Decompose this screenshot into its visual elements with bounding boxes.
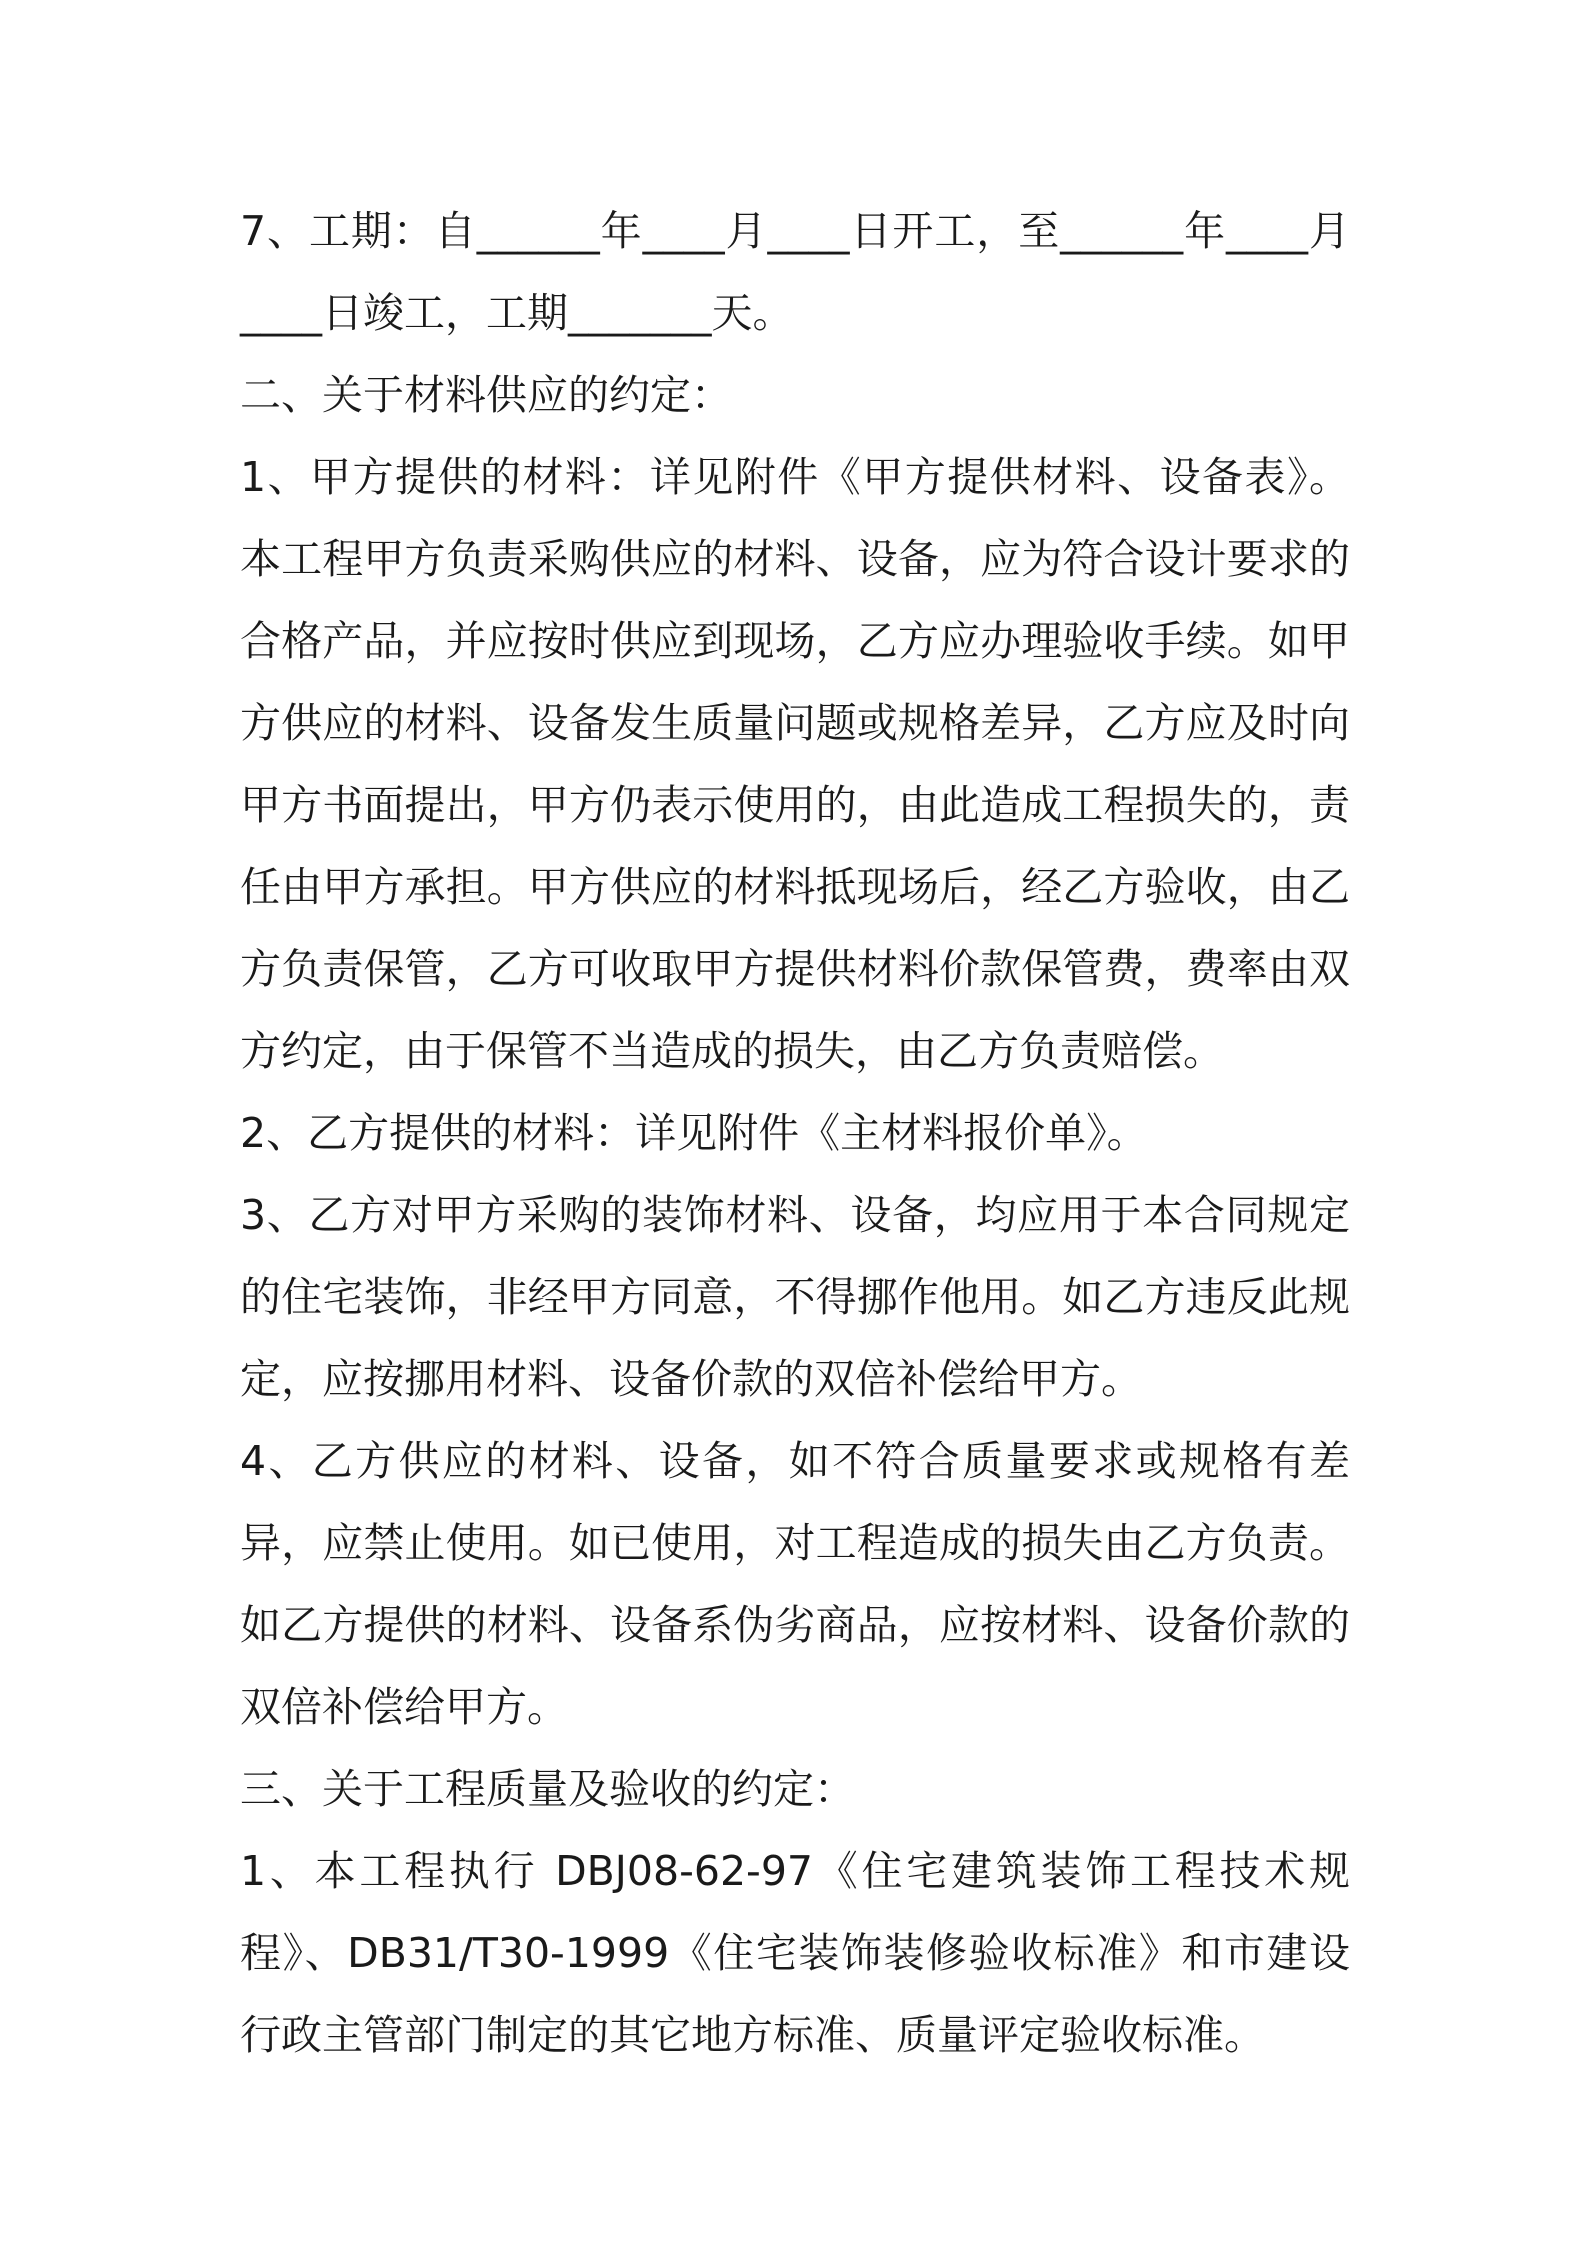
paragraph-construction-period: 7、工期：自______年____月____日开工，至______年____月____日竣工，工期_______天。 — [240, 207, 1350, 337]
paragraph-material-usage: 3、乙方对甲方采购的装饰材料、设备，均应用于本合同规定的住宅装饰，非经甲方同意，不得挪作他用。如乙方违反此规定，应按挪用材料、设备价款的双倍补偿给甲方。 — [240, 1191, 1350, 1403]
document-page — [240, 190, 1350, 2076]
paragraph-material-quality: 4、乙方供应的材料、设备，如不符合质量要求或规格有差异，应禁止使用。如已使用，对工程造成的损失由乙方负责。如乙方提供的材料、设备系伪劣商品，应按材料、设备价款的双倍补偿给甲方。 — [240, 1437, 1350, 1731]
paragraph-party-b-materials: 2、乙方提供的材料：详见附件《主材料报价单》。 — [240, 1109, 1148, 1157]
section-heading-quality: 三、关于工程质量及验收的约定： — [240, 1765, 855, 1813]
section-heading-materials: 二、关于材料供应的约定： — [240, 371, 732, 419]
paragraph-standards: 1、本工程执行 DBJ08-62-97《住宅建筑装饰工程技术规程》、DB31/T30-1999《住宅装饰装修验收标准》和市建设行政主管部门制定的其它地方标准、质量评定验收标准。 — [240, 1847, 1350, 2059]
paragraph-party-a-materials: 1、甲方提供的材料：详见附件《甲方提供材料、设备表》。本工程甲方负责采购供应的材料、设备，应为符合设计要求的合格产品，并应按时供应到现场，乙方应办理验收手续。如甲方供应的材料、设备发生质量问题或规格差异，乙方应及时向甲方书面提出，甲方仍表示使用的，由此造成工程损失的，责任由甲方承担。甲方供应的材料抵现场后，经乙方验收，由乙方负责保管，乙方可收取甲方提供材料价款保管费，费率由双方约定，由于保管不当造成的损失，由乙方负责赔偿。 — [240, 453, 1350, 1075]
